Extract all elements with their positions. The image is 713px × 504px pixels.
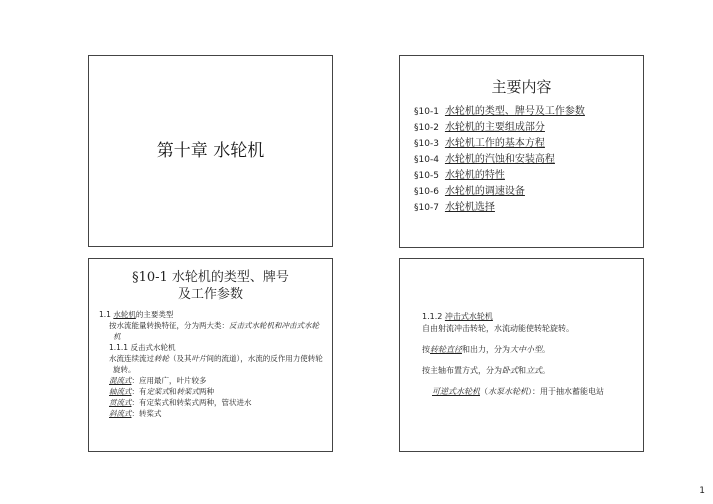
contents-item[interactable]: §10-2 水轮机的主要组成部分 <box>414 122 545 133</box>
type-francis: 混流式：应用最广，叶片较多 <box>109 376 207 385</box>
impulse-line-4: 可逆式水轮机（水泵水轮机）：用于抽水蓄能电站 <box>432 387 604 396</box>
type-axial: 轴流式：有定桨式和转桨式两种 <box>109 387 214 396</box>
contents-item[interactable]: §10-4 水轮机的汽蚀和安装高程 <box>414 154 555 165</box>
subsection-1-1-1: 1.1.1 反击式水轮机 <box>109 343 176 352</box>
subsection-1-1-2: 1.1.2 冲击式水轮机 <box>422 312 493 321</box>
contents-item[interactable]: §10-3 水轮机工作的基本方程 <box>414 138 545 149</box>
section-body <box>99 309 324 419</box>
contents-item[interactable]: §10-7 水轮机选择 <box>414 202 495 213</box>
impulse-body <box>422 311 633 398</box>
reaction-desc: 水流连续流过转轮（及其叶片间的流道），水流的反作用力使转轮旋转。 <box>109 354 323 374</box>
slide-contents <box>399 55 644 248</box>
page-number: 1 <box>699 486 705 496</box>
intro-text: 按水流能量转换特征，分为两大类：反击式水轮机和冲击式水轮机 <box>109 321 319 341</box>
contents-heading: 主要内容 <box>491 78 552 96</box>
contents-list <box>414 104 585 216</box>
contents-item[interactable]: §10-5 水轮机的特性 <box>414 170 505 181</box>
chapter-title: 第十章 水轮机 <box>156 141 265 161</box>
impulse-line-1: 自由射流冲击转轮，水流动能使转轮旋转。 <box>422 324 574 333</box>
contents-item[interactable]: §10-1 水轮机的类型、牌号及工作参数 <box>414 106 585 117</box>
contents-item[interactable]: §10-6 水轮机的调速设备 <box>414 186 525 197</box>
impulse-line-3: 按主轴布置方式，分为卧式和立式。 <box>422 366 550 375</box>
slide-title <box>88 55 333 247</box>
type-tubular: 贯流式：有定桨式和转桨式两种，管状进水 <box>109 398 252 407</box>
subsection-1-1: 1.1 水轮机的主要类型 <box>99 310 174 319</box>
slide-section-10-1 <box>88 258 333 452</box>
type-diagonal: 斜流式：转桨式 <box>109 409 162 418</box>
impulse-line-2: 按转轮直径和出力，分为大中小型。 <box>422 345 550 354</box>
slide-impulse-turbine <box>399 258 644 452</box>
section-heading: §10-1 水轮机的类型、牌号 及工作参数 <box>132 270 289 302</box>
